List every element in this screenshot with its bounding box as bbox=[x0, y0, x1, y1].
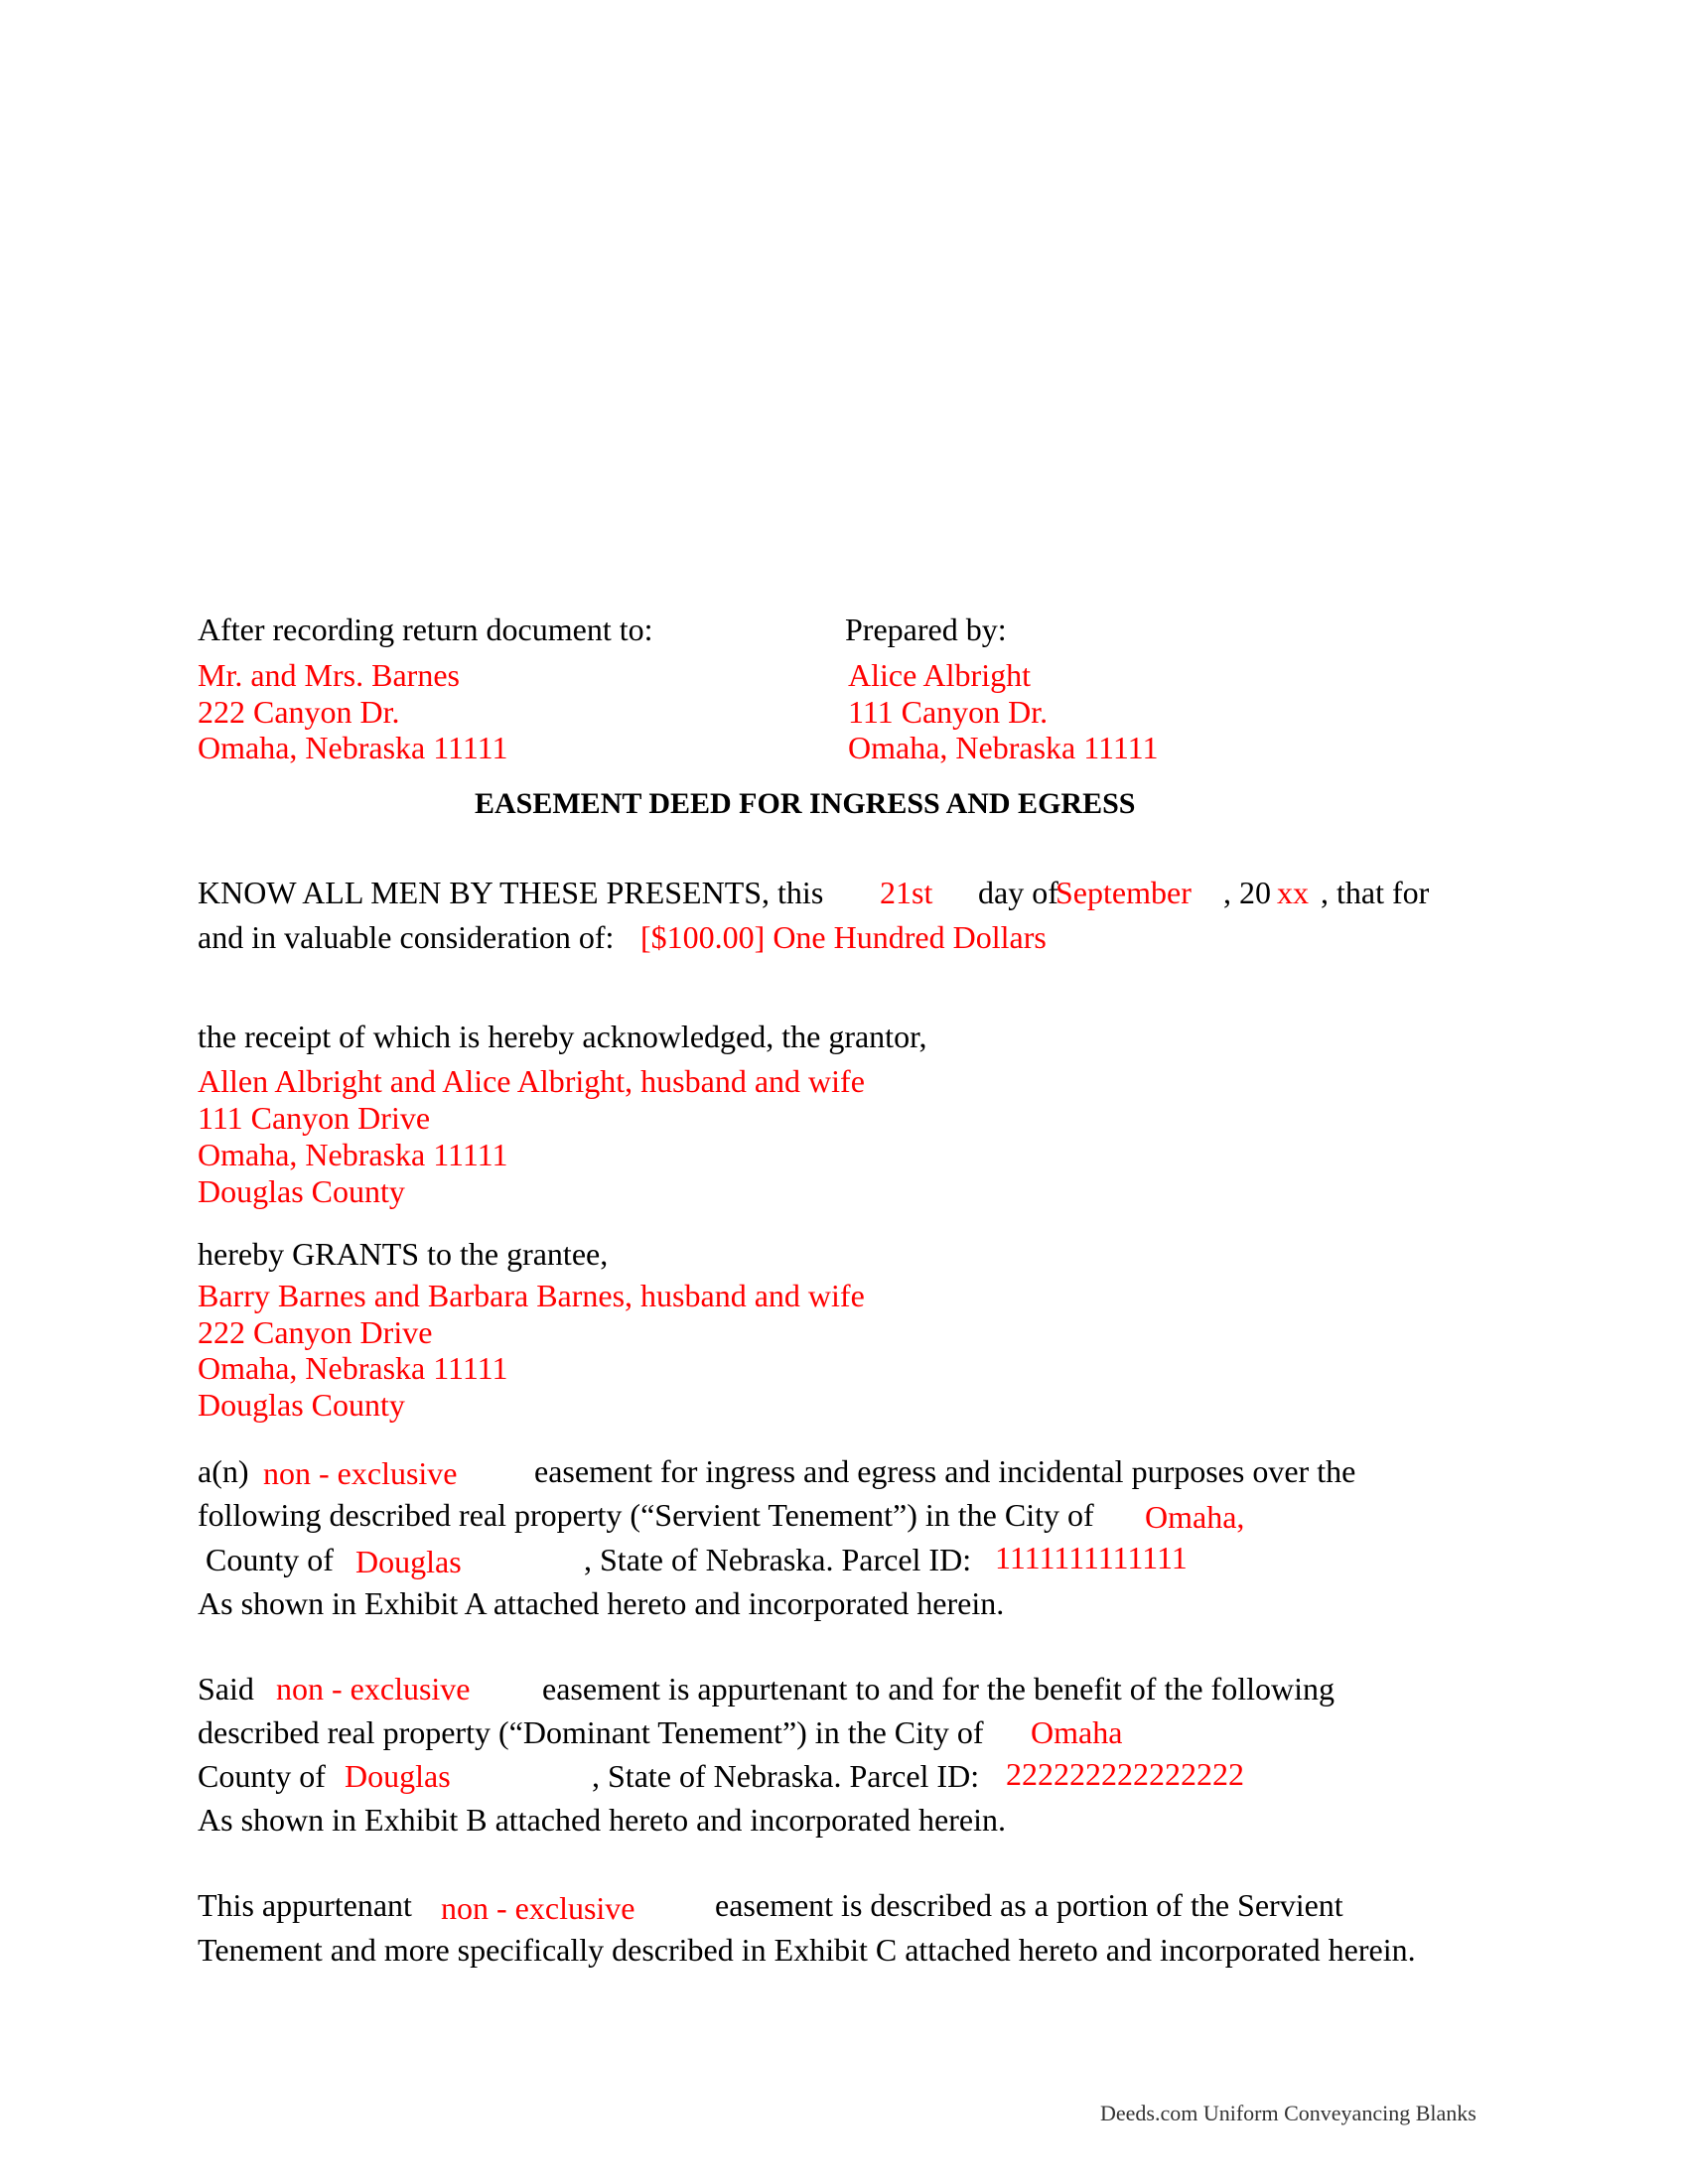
dominant-type: non - exclusive bbox=[276, 1671, 471, 1706]
dominant-state-parcel: , State of Nebraska. Parcel ID: bbox=[592, 1758, 980, 1794]
servient-parcel-id: 1111111111111 bbox=[995, 1540, 1188, 1575]
grantee-county: Douglas County bbox=[198, 1387, 405, 1423]
description-type: non - exclusive bbox=[441, 1890, 635, 1926]
prepared-by-heading: Prepared by: bbox=[845, 612, 1007, 647]
intro-year-prefix: , 20 bbox=[1223, 875, 1271, 910]
grantor-address: 111 Canyon Drive bbox=[198, 1100, 431, 1136]
description-line1: easement is described as a portion of the Servient bbox=[715, 1887, 1343, 1923]
intro-month: September bbox=[1055, 875, 1192, 910]
intro-year-suffix: xx bbox=[1277, 875, 1309, 910]
return-to-address: 222 Canyon Dr. bbox=[198, 694, 400, 730]
consideration-amount: [$100.00] One Hundred Dollars bbox=[640, 919, 1047, 955]
consideration-label: and in valuable consideration of: bbox=[198, 919, 615, 955]
servient-line1: easement for ingress and egress and incidental purposes over the bbox=[534, 1453, 1356, 1489]
footer-text: Deeds.com Uniform Conveyancing Blanks bbox=[1100, 2101, 1477, 2125]
dominant-city: Omaha bbox=[1031, 1714, 1123, 1750]
intro-day: 21st bbox=[880, 875, 933, 910]
intro-prefix: KNOW ALL MEN BY THESE PRESENTS, this bbox=[198, 875, 824, 910]
intro-day-of: day of bbox=[978, 875, 1058, 910]
grantor-lead: the receipt of which is hereby acknowledged, the grantor, bbox=[198, 1019, 927, 1054]
document-title: EASEMENT DEED FOR INGRESS AND EGRESS bbox=[475, 787, 1136, 820]
servient-state-parcel: , State of Nebraska. Parcel ID: bbox=[584, 1542, 972, 1577]
grantor-name: Allen Albright and Alice Albright, husband and wife bbox=[198, 1063, 865, 1099]
return-to-heading: After recording return document to: bbox=[198, 612, 653, 647]
description-line2: Tenement and more specifically described in Exhibit C attached hereto and incorporated herein. bbox=[198, 1932, 1416, 1968]
dominant-parcel-id: 222222222222222 bbox=[1006, 1756, 1244, 1792]
prepared-by-city: Omaha, Nebraska 11111 bbox=[848, 730, 1159, 765]
prepared-by-name: Alice Albright bbox=[848, 657, 1031, 693]
dominant-said: Said bbox=[198, 1671, 254, 1706]
servient-type: non - exclusive bbox=[263, 1455, 458, 1491]
servient-county-label: County of bbox=[206, 1542, 334, 1577]
grantee-name: Barry Barnes and Barbara Barnes, husband and wife bbox=[198, 1278, 865, 1313]
grantee-address: 222 Canyon Drive bbox=[198, 1314, 433, 1350]
return-to-city: Omaha, Nebraska 11111 bbox=[198, 730, 508, 765]
dominant-line1: easement is appurtenant to and for the benefit of the following bbox=[542, 1671, 1335, 1706]
description-prefix: This appurtenant bbox=[198, 1887, 412, 1923]
servient-line2: following described real property (“Servient Tenement”) in the City of bbox=[198, 1497, 1094, 1533]
prepared-by-address: 111 Canyon Dr. bbox=[848, 694, 1049, 730]
grantee-lead: hereby GRANTS to the grantee, bbox=[198, 1236, 609, 1272]
servient-exhibit: As shown in Exhibit A attached hereto and incorporated herein. bbox=[198, 1585, 1005, 1621]
dominant-county-label: County of bbox=[198, 1758, 326, 1794]
grantor-city: Omaha, Nebraska 11111 bbox=[198, 1137, 508, 1172]
grantee-city: Omaha, Nebraska 11111 bbox=[198, 1350, 508, 1386]
dominant-line2: described real property (“Dominant Tenement”) in the City of bbox=[198, 1714, 984, 1750]
servient-county: Douglas bbox=[355, 1544, 462, 1579]
grantor-county: Douglas County bbox=[198, 1173, 405, 1209]
dominant-exhibit: As shown in Exhibit B attached hereto and incorporated herein. bbox=[198, 1802, 1006, 1838]
dominant-county: Douglas bbox=[345, 1758, 451, 1794]
servient-city: Omaha, bbox=[1145, 1499, 1245, 1535]
intro-that-for: , that for bbox=[1321, 875, 1430, 910]
servient-an: a(n) bbox=[198, 1453, 249, 1489]
return-to-name: Mr. and Mrs. Barnes bbox=[198, 657, 460, 693]
